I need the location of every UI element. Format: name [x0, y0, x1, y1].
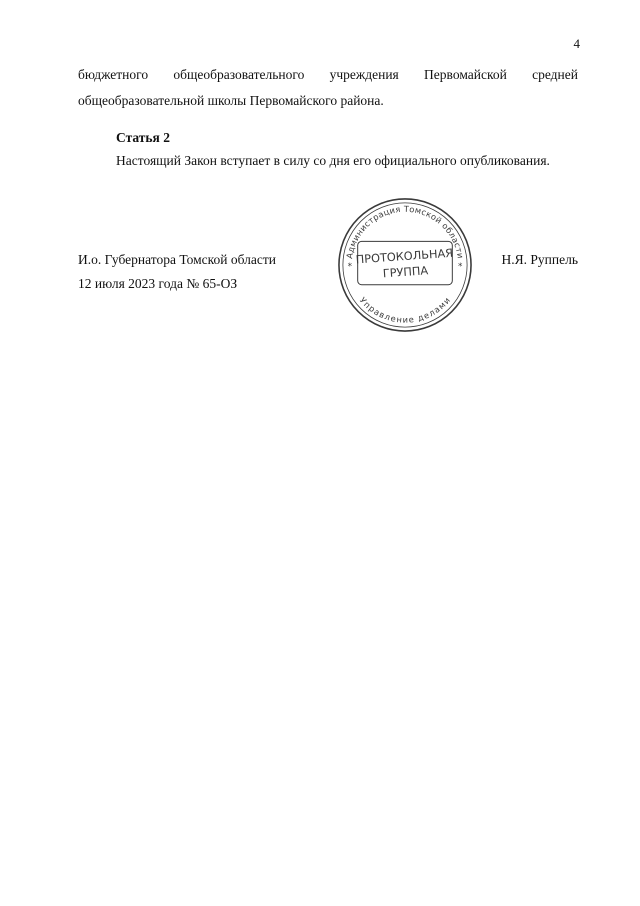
seal-outer-text-top: Администрация Томской области: [344, 203, 466, 260]
paragraph-line-1: бюджетного общеобразовательного учреждения Первомайской средней: [78, 67, 578, 82]
signatory-name: Н.Я. Руппель: [501, 252, 578, 267]
paragraph-line-2: общеобразовательной школы Первомайского района.: [78, 93, 384, 108]
official-seal-stamp: [336, 196, 474, 334]
seal-outer-text-bottom: Управление делами: [357, 295, 453, 325]
page-number: 4: [573, 36, 580, 51]
law-date-number: 12 июля 2023 года № 65-ОЗ: [78, 276, 238, 291]
seal-center-text-1: ПРОТОКОЛЬНАЯ: [355, 245, 454, 267]
seal-star-icon-right: *: [457, 261, 463, 272]
article-text: Настоящий Закон вступает в силу со дня его официального опубликования.: [116, 153, 550, 168]
article-heading: Статья 2: [116, 130, 170, 145]
body-paragraph: [78, 62, 578, 114]
seal-star-icon-left: *: [347, 261, 353, 272]
seal-center-text-2: ГРУППА: [382, 263, 429, 281]
signatory-title: И.о. Губернатора Томской области: [78, 252, 276, 267]
